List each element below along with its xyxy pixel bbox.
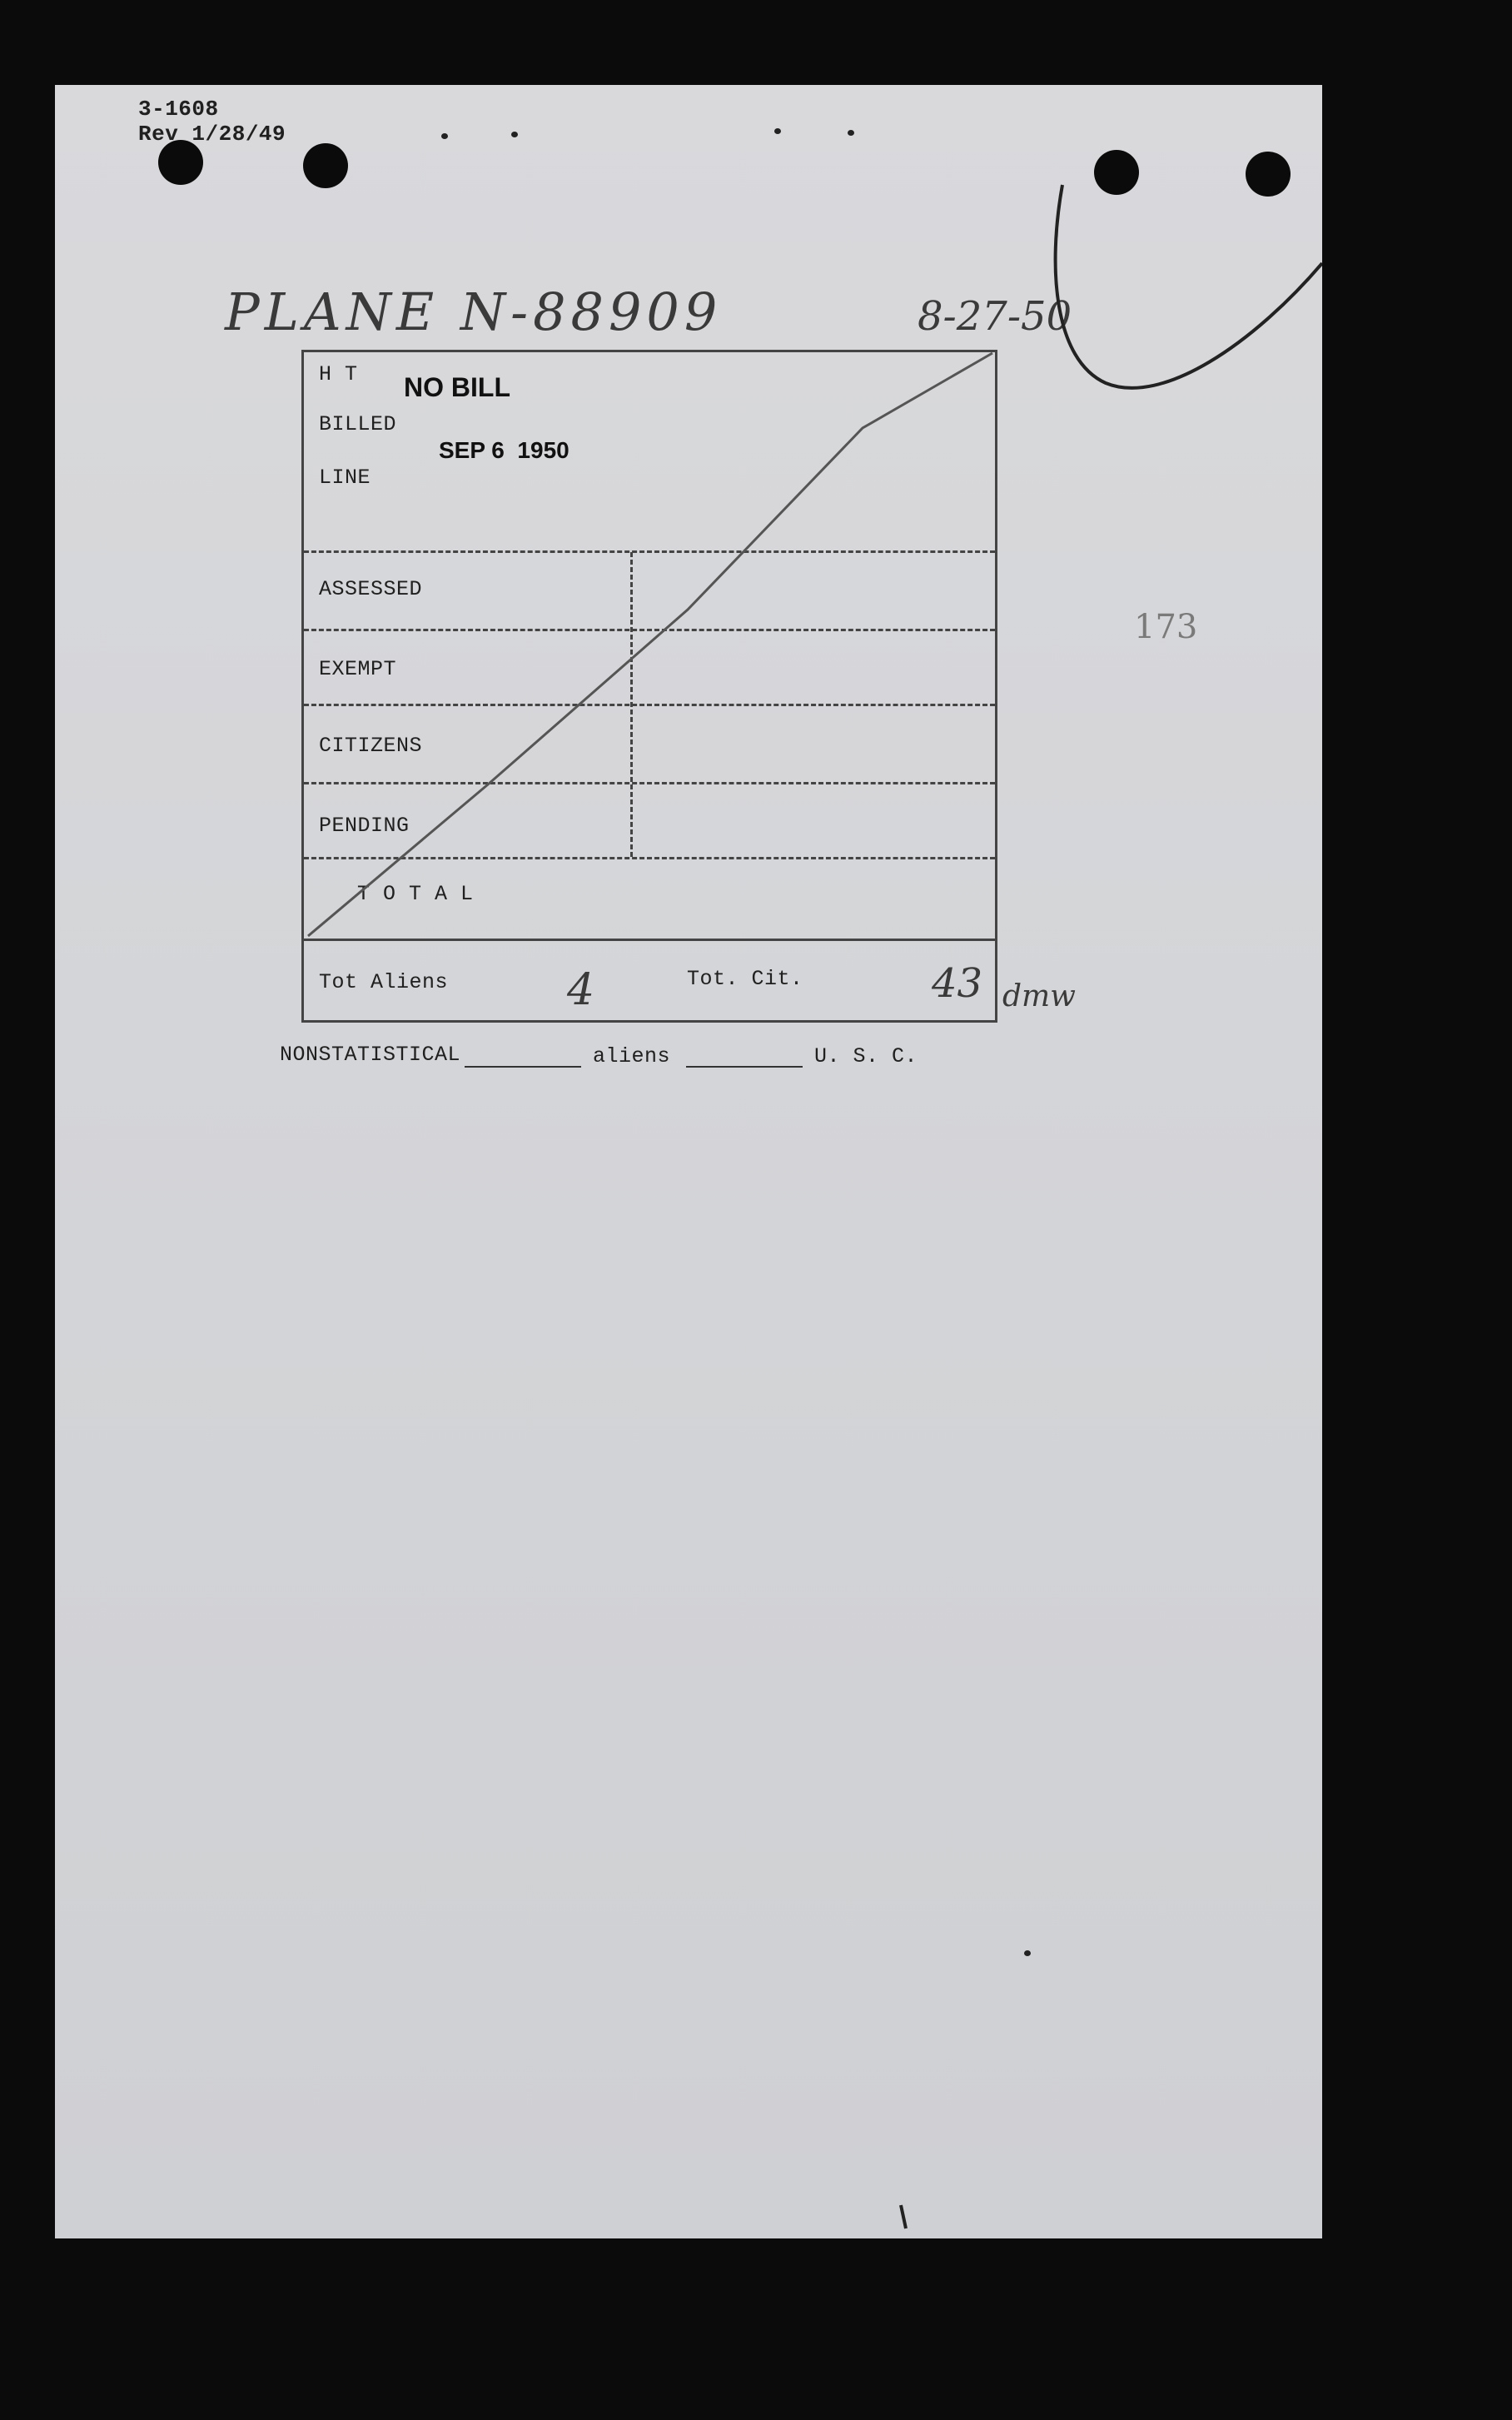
line-label: LINE [319,466,371,490]
initials: dmw [1002,979,1076,1013]
diagonal-strike-line [308,353,992,936]
billed-label: BILLED [319,412,397,436]
date-stamp: SEP 6 1950 [439,437,569,463]
page-number: 173 [1134,608,1198,646]
assessed-label: ASSESSED [319,577,423,601]
plane-label: PLANE N-88909 [225,281,723,342]
ht-label: H T [319,362,358,386]
nonstatistical-label: NONSTATISTICAL [280,1043,461,1067]
document-sheet [55,85,1322,2238]
usc-label: U. S. C. [814,1044,918,1068]
tot-aliens-label: Tot Aliens [319,970,449,994]
exempt-label: EXEMPT [319,657,397,681]
check-mark [1056,185,1322,388]
pending-label: PENDING [319,814,410,838]
paper-mark [901,2205,906,2228]
citizens-label: CITIZENS [319,734,423,758]
tot-aliens-value: 4 [567,965,595,1015]
revision-date: Rev 1/28/49 [138,122,286,147]
form-number: 3-1608 [138,97,219,122]
total-label: T O T A L [357,882,474,906]
aliens-label: aliens [593,1044,671,1068]
handwritten-date: 8-27-50 [918,293,1072,340]
no-bill-stamp: NO BILL [404,372,510,402]
tot-cit-value: 43 [932,960,983,1007]
tot-cit-label: Tot. Cit. [687,967,803,991]
pen-strokes [55,85,1322,2238]
